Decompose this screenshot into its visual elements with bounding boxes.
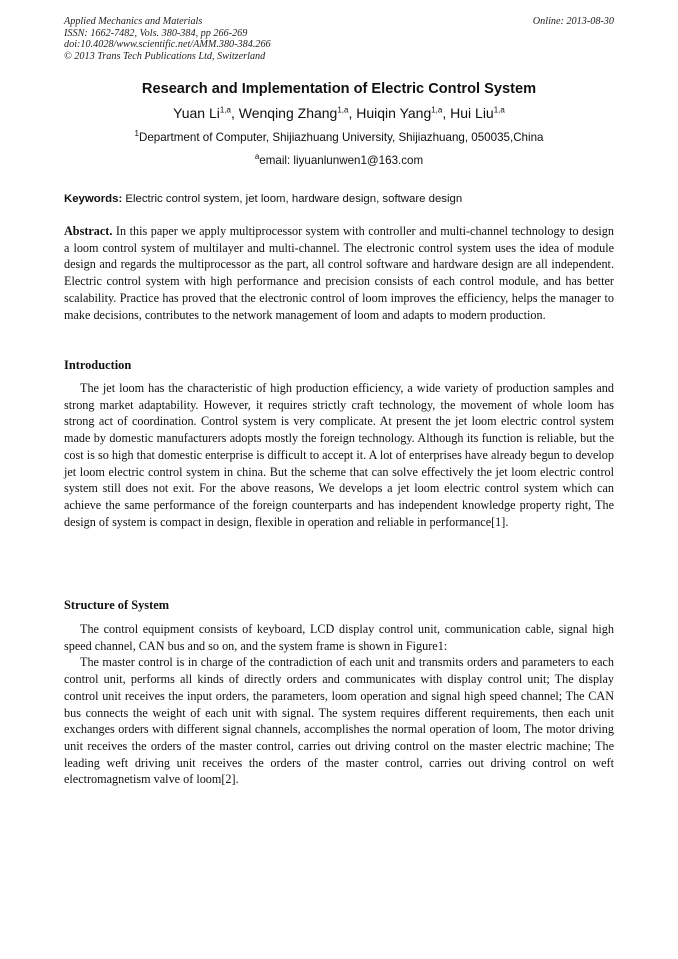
structure-body — [64, 621, 614, 788]
paragraph: The master control is in charge of the contradiction of each unit and transmits orders and parameters to each control unit, performs all kinds of directly orders and communicates with display control unit; The display control unit receives the input orders, the parameters, loom operation and signal high speed channel; The CAN bus connects the weight of each unit with signal. The system requires different requirements, then each unit exchanges orders with different signal channels, accomplishes the normal operation of loom, The motor driving unit receives the orders of the master control, carries out driving control on the master electric machine; The leading weft driving unit receives the orders of the master control, carries out driving control on weft electromagnetism valve of loom[2]. — [64, 655, 614, 787]
email-text: email: liyuanlunwen1@163.com — [259, 154, 424, 167]
paragraph: The jet loom has the characteristic of high production efficiency, a wide variety of production samples and strong market adaptability. However, it requires strictly craft technology, the movement of whole loom has strong act of coordination. Control system is very complicate. At present the jet loom electric control system made by domestic manufacturers adopts mostly the foreign technology. Although its function is reliable, but the cost is so high that domestic enterprise is difficult to accept it. A lot of enterprises have already begun to develop jet loom electric control system in china. But the scheme that can solve effectively the jet loom electric control system still does not exit. For the above reasons, We develops a jet loom electric control system which can achieve the same performance of the foreign counterparts and has independent knowledge property right, The design of system is compact in design, flexible in operation and reliable in performance[1]. — [64, 381, 614, 529]
journal-name: Applied Mechanics and Materials — [64, 16, 203, 27]
paragraph: The control equipment consists of keyboard, LCD display control unit, communication cable, signal high speed channel, CAN bus and so on, and the system frame is shown in Figure1: — [64, 622, 614, 653]
affiliation — [0, 130, 678, 145]
keywords — [64, 192, 614, 207]
email-sup: a — [254, 152, 260, 162]
abstract-label: Abstract. — [64, 224, 113, 238]
online-date: Online: 2013-08-30 — [532, 16, 614, 27]
section-heading-structure: Structure of System — [64, 598, 170, 612]
author-sup: 1,a — [431, 105, 443, 115]
introduction-body — [64, 380, 614, 530]
copyright-line: © 2013 Trans Tech Publications Ltd, Switzerland — [64, 50, 266, 62]
journal-meta — [64, 16, 271, 62]
author-sup: 1,a — [219, 105, 231, 115]
keywords-label: Keywords: — [64, 193, 123, 205]
affiliation-sup: 1 — [134, 129, 139, 139]
author-name: Wenqing Zhang — [238, 105, 338, 121]
author-name: Yuan Li — [173, 105, 220, 121]
affiliation-text: Department of Computer, Shijiazhuang University, Shijiazhuang, 050035,China — [138, 131, 544, 144]
doi-line: doi:10.4028/www.scientific.net/AMM.380-384.266 — [64, 39, 271, 51]
author-sup: 1,a — [337, 105, 349, 115]
keywords-text: Electric control system, jet loom, hardware design, software design — [122, 193, 463, 205]
author-list — [0, 104, 678, 122]
paper-title: Research and Implementation of Electric Control System — [141, 81, 537, 97]
author-sep: , — [230, 105, 239, 121]
author-sep: , — [348, 105, 357, 121]
author-name: Huiqin Yang — [356, 105, 432, 121]
email-line — [0, 153, 678, 168]
abstract — [64, 223, 614, 323]
abstract-text: In this paper we apply multiprocessor system with controller and multi-channel technology to design a loom control system of multilayer and multi-channel. The electronic control system uses the idea of module design and regards the multiprocessor as the part, all control software and hardware design are all independent. Electric control system with high performance and precision consists of each control module, and has better scalability. Practice has proved that the electronic control of loom improves the efficiency, helps the manager to make decisions, contributes to the network management of loom and adapts to modern production. — [64, 224, 614, 322]
issn-line: ISSN: 1662-7482, Vols. 380-384, pp 266-269 — [64, 27, 248, 39]
author-sup: 1,a — [493, 105, 505, 115]
author-name: Hui Liu — [450, 105, 494, 121]
author-sep: , — [442, 105, 451, 121]
section-heading-introduction: Introduction — [64, 358, 132, 372]
